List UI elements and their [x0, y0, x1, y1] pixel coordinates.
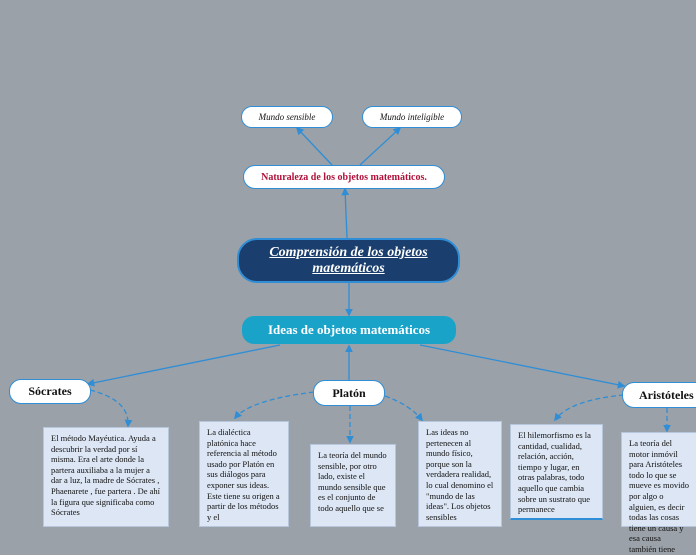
connector-socrates-note — [90, 390, 128, 426]
socrates-note — [43, 427, 169, 527]
naturaleza-node[interactable] — [243, 165, 445, 189]
mundo-sensible-node[interactable] — [241, 106, 333, 128]
platon-note-center-text: La teoría del mundo sensible, por otro lado, existe el mundo sensible que es el conjunto de todo aquello que se — [318, 450, 387, 513]
aristoteles-label: Aristóteles — [639, 387, 694, 402]
connector-platon-note-left — [235, 392, 314, 418]
connector-ideas-socrates — [88, 345, 280, 384]
socrates-label: Sócrates — [28, 384, 72, 398]
platon-label: Platón — [332, 385, 366, 400]
connector-platon-note-right — [385, 396, 422, 420]
platon-note-left — [199, 421, 289, 527]
aristoteles-note-right-text: La teoría del motor inmóvil para Aristóteles todo lo que se mueve es movido por algo o alguien, es decir todas las cosas tiene un causa y esa causa también tiene — [629, 438, 689, 554]
mundo-sensible-label: Mundo sensible — [258, 112, 316, 122]
ideas-label: Ideas de objetos matemáticos — [267, 322, 431, 337]
connector-ideas-aristoteles — [420, 345, 624, 386]
aristoteles-node[interactable] — [622, 382, 696, 408]
aristoteles-note-left — [510, 424, 603, 520]
mundo-inteligible-node[interactable] — [362, 106, 462, 128]
platon-note-right-text: Las ideas no pertenecen al mundo físico, porque son la verdadera realidad, lo cual denomino el "mundo de las ideas". Los objetos sensibles — [426, 427, 494, 522]
central-topic-title: Comprensión de los objetos matemáticos — [269, 244, 428, 276]
platon-note-center — [310, 444, 396, 527]
socrates-node[interactable] — [9, 379, 91, 404]
aristoteles-note-left-text: El hilemorfismo es la cantidad, cualidad, relación, acción, tiempo y lugar, en otras palabras, todo aquello que cambia sobre un sustrato que permanece — [518, 430, 591, 515]
connector-naturaleza-inteligible — [360, 128, 400, 165]
platon-node[interactable] — [313, 380, 385, 406]
platon-note-right — [418, 421, 502, 527]
platon-note-left-text: La dialéctica platónica hace referencia al método usado por Platón en sus diálogos para exponer sus ideas. Este tiene su origen a partir de los métodos y el — [207, 427, 280, 522]
connector-central-naturaleza — [345, 189, 347, 238]
central-topic-node[interactable] — [237, 238, 460, 283]
ideas-node[interactable] — [242, 316, 456, 344]
socrates-note-text: El método Mayéutica. Ayuda a descubrir la verdad por sí misma. Era el arte donde la partera auxiliaba a la mujer a dar a luz, la madre de Sócrates , Phaenarete , fue partera . De ahí la figura que significaba como Sócrates — [51, 433, 161, 518]
naturaleza-label: Naturaleza de los objetos matemáticos. — [261, 171, 427, 183]
mundo-inteligible-label: Mundo inteligible — [379, 112, 445, 122]
connector-aristoteles-note-left — [555, 395, 624, 420]
connector-naturaleza-sensible — [297, 128, 332, 165]
aristoteles-note-right — [621, 432, 696, 554]
